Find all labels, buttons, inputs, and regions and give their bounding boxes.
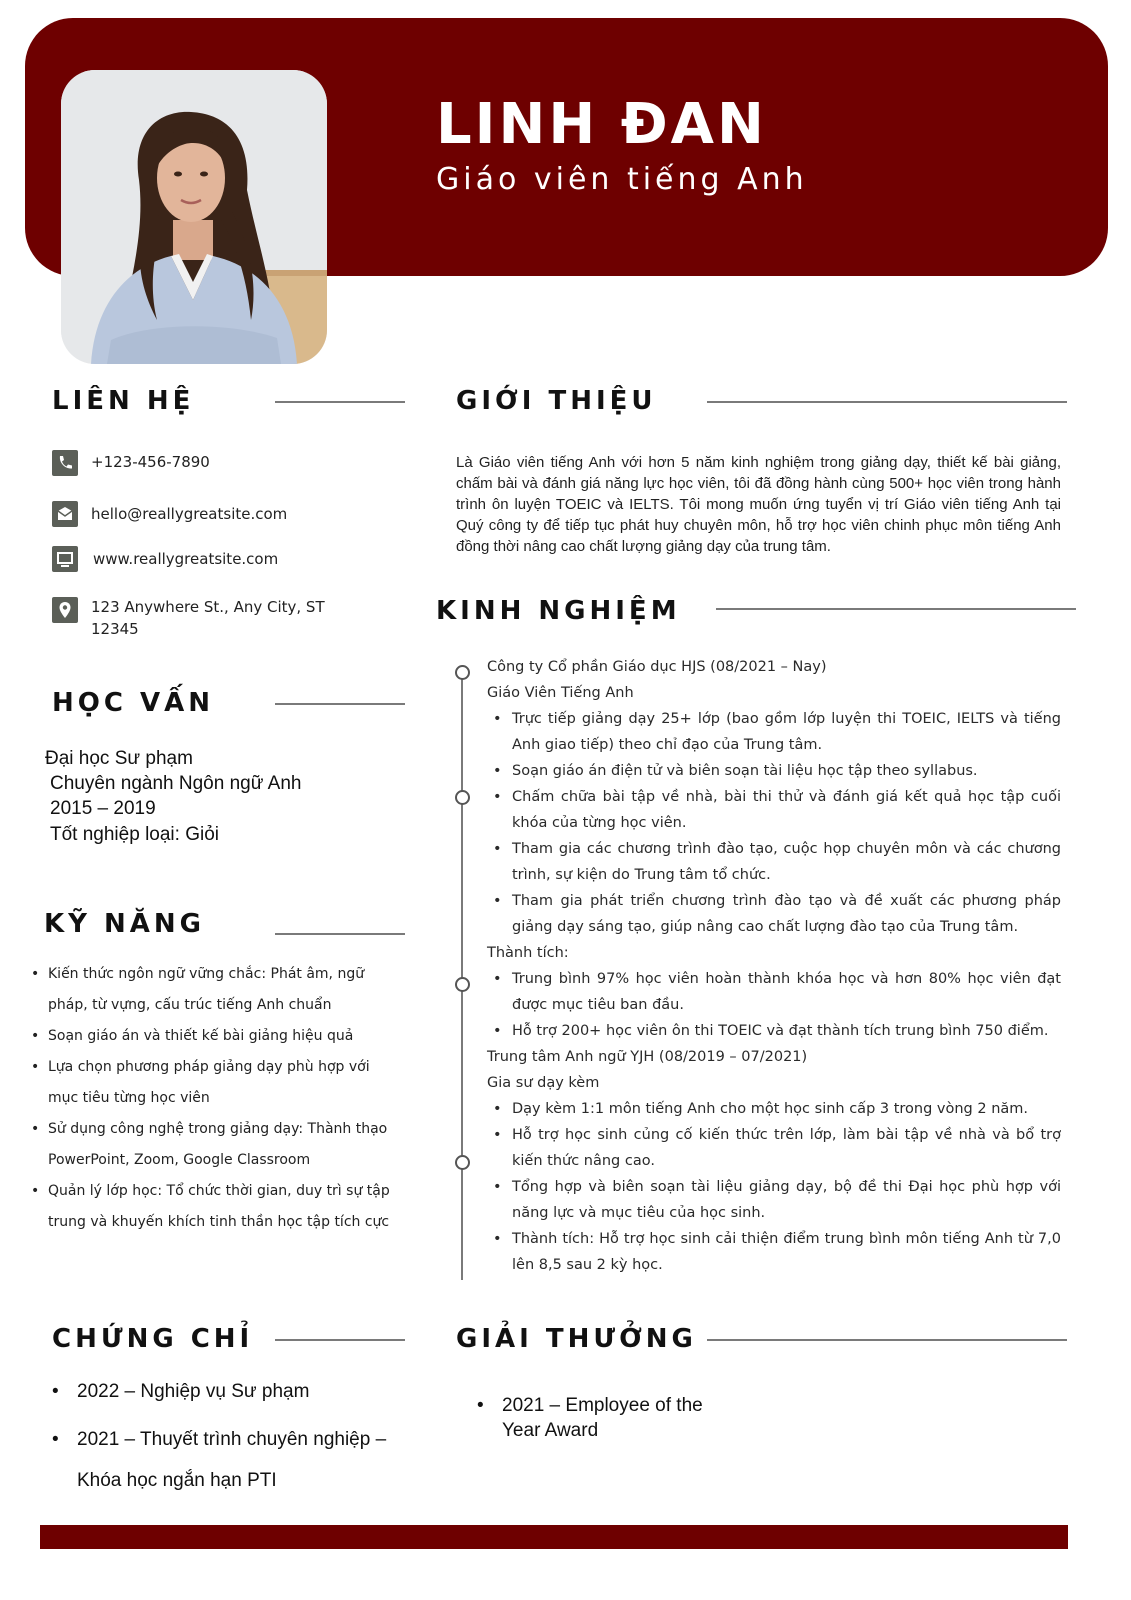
job-duties bbox=[487, 706, 1061, 940]
footer-bar bbox=[40, 1525, 1068, 1549]
contact-section-title: LIÊN HỆ bbox=[52, 386, 195, 416]
timeline-dot bbox=[455, 790, 470, 805]
job-company: Trung tâm Anh ngữ YJH (08/2019 – 07/2021) bbox=[487, 1049, 808, 1065]
education-divider bbox=[275, 703, 405, 705]
address-line-1: 123 Anywhere St., Any City, ST bbox=[91, 598, 325, 616]
list-item: • 2021 – Thuyết trình chuyên nghiệp – Khóa học ngắn hạn PTI bbox=[52, 1419, 392, 1501]
email-address: hello@reallygreatsite.com bbox=[91, 505, 288, 523]
list-item: • 2021 – Employee of the Year Award bbox=[477, 1393, 737, 1443]
job-achievements bbox=[487, 966, 1061, 1044]
list-item: • Sử dụng công nghệ trong giảng dạy: Thành thạo PowerPoint, Zoom, Google Classroom bbox=[31, 1114, 393, 1176]
awards-divider bbox=[707, 1339, 1067, 1341]
education-section-title: HỌC VẤN bbox=[52, 688, 214, 718]
list-item: • Trung bình 97% học viên hoàn thành khóa học và hơn 80% học viên đạt được mục tiêu ban đầu. bbox=[487, 966, 1061, 1018]
certificates-list bbox=[52, 1378, 392, 1501]
skills-section-title: KỸ NĂNG bbox=[44, 909, 206, 939]
list-item: • Soạn giáo án và thiết kế bài giảng hiệu quả bbox=[31, 1021, 393, 1052]
list-item: • Hỗ trợ học sinh củng cố kiến thức trên lớp, làm bài tập về nhà và bổ trợ kiến thức nâng cao. bbox=[487, 1122, 1061, 1174]
list-item: • Tổng hợp và biên soạn tài liệu giảng dạy, bộ đề thi Đại học phù hợp với năng lực và mục tiêu của học sinh. bbox=[487, 1174, 1061, 1226]
skills-list bbox=[31, 959, 393, 1238]
profile-photo bbox=[61, 70, 327, 364]
job-duties bbox=[487, 1096, 1061, 1278]
timeline-dot bbox=[455, 977, 470, 992]
list-item: • Thành tích: Hỗ trợ học sinh cải thiện điểm trung bình môn tiếng Anh từ 7,0 lên 8,5 sau 2 kỳ học. bbox=[487, 1226, 1061, 1278]
list-item: • Kiến thức ngôn ngữ vững chắc: Phát âm, ngữ pháp, từ vựng, cấu trúc tiếng Anh chuẩn bbox=[31, 959, 393, 1021]
awards-section-title: GIẢI THƯỞNG bbox=[456, 1324, 697, 1354]
job-company: Công ty Cổ phần Giáo dục HJS (08/2021 – Nay) bbox=[487, 659, 827, 675]
job-position: Gia sư dạy kèm bbox=[487, 1075, 600, 1091]
list-item: • Hỗ trợ 200+ học viên ôn thi TOEIC và đạt thành tích trung bình 750 điểm. bbox=[487, 1018, 1061, 1044]
list-item: • Quản lý lớp học: Tổ chức thời gian, duy trì sự tập trung và khuyến khích tinh thần học tập tích cực bbox=[31, 1176, 393, 1238]
phone-icon bbox=[52, 450, 78, 476]
list-item: • Tham gia phát triển chương trình đào tạo và đề xuất các phương pháp giảng dạy sáng tạo, giúp nâng cao chất lượng đào tạo của Trung tâm. bbox=[487, 888, 1061, 940]
education-major: Chuyên ngành Ngôn ngữ Anh bbox=[50, 773, 302, 794]
education-grade: Tốt nghiệp loại: Giỏi bbox=[50, 824, 219, 845]
experience-divider bbox=[716, 608, 1076, 610]
education-school: Đại học Sư phạm bbox=[45, 748, 193, 769]
certificates-section-title: CHỨNG CHỈ bbox=[52, 1324, 254, 1354]
intro-section-title: GIỚI THIỆU bbox=[456, 386, 657, 416]
list-item: • 2022 – Nghiệp vụ Sư phạm bbox=[52, 1378, 392, 1405]
intro-paragraph: Là Giáo viên tiếng Anh với hơn 5 năm kinh nghiệm trong giảng dạy, thiết kế bài giảng, chấm bài và đánh giá năng lực học viên, tôi đã đồng hành cùng 500+ học viên trong hành trình ôn luyện TOEIC và IELTS. Tôi mong muốn ứng tuyển vị trí Giáo viên tiếng Anh tại Quý công ty để tiếp tục phát huy chuyên môn, hỗ trợ học viên chinh phục môn tiếng Anh đồng thời nâng cao chất lượng giảng dạy của trung tâm. bbox=[456, 454, 1061, 555]
list-item: • Lựa chọn phương pháp giảng dạy phù hợp với mục tiêu từng học viên bbox=[31, 1052, 393, 1114]
job-position: Giáo Viên Tiếng Anh bbox=[487, 685, 634, 701]
website-url: www.reallygreatsite.com bbox=[93, 550, 279, 568]
contact-divider bbox=[275, 401, 405, 403]
awards-list bbox=[477, 1393, 737, 1443]
education-years: 2015 – 2019 bbox=[50, 798, 156, 819]
person-name: LINH ĐAN bbox=[436, 92, 767, 157]
intro-divider bbox=[707, 401, 1067, 403]
list-item: • Soạn giáo án điện tử và biên soạn tài liệu học tập theo syllabus. bbox=[487, 758, 1061, 784]
phone-number: +123-456-7890 bbox=[91, 453, 210, 471]
job-title: Giáo viên tiếng Anh bbox=[436, 162, 808, 197]
list-item: • Chấm chữa bài tập về nhà, bài thi thử và đánh giá kết quả học tập cuối khóa của từng học viên. bbox=[487, 784, 1061, 836]
experience-list bbox=[487, 654, 1061, 1278]
list-item: • Trực tiếp giảng dạy 25+ lớp (bao gồm lớp luyện thi TOEIC, IELTS và tiếng Anh giao tiếp) theo chỉ đạo của Trung tâm. bbox=[487, 706, 1061, 758]
skills-divider bbox=[275, 933, 405, 935]
list-item: • Tham gia các chương trình đào tạo, cuộc họp chuyên môn và các chương trình, sự kiện do Trung tâm tổ chức. bbox=[487, 836, 1061, 888]
timeline-line bbox=[461, 672, 463, 1280]
portrait-illustration bbox=[61, 70, 327, 364]
timeline-dot bbox=[455, 1155, 470, 1170]
experience-section-title: KINH NGHIỆM bbox=[436, 596, 681, 626]
achievements-label: Thành tích: bbox=[487, 945, 569, 961]
timeline-dot bbox=[455, 665, 470, 680]
location-pin-icon bbox=[52, 597, 78, 623]
address-line-2: 12345 bbox=[91, 620, 139, 638]
monitor-icon bbox=[52, 546, 78, 572]
certificates-divider bbox=[275, 1339, 405, 1341]
mail-icon bbox=[52, 501, 78, 527]
list-item: • Dạy kèm 1:1 môn tiếng Anh cho một học sinh cấp 3 trong vòng 2 năm. bbox=[487, 1096, 1061, 1122]
